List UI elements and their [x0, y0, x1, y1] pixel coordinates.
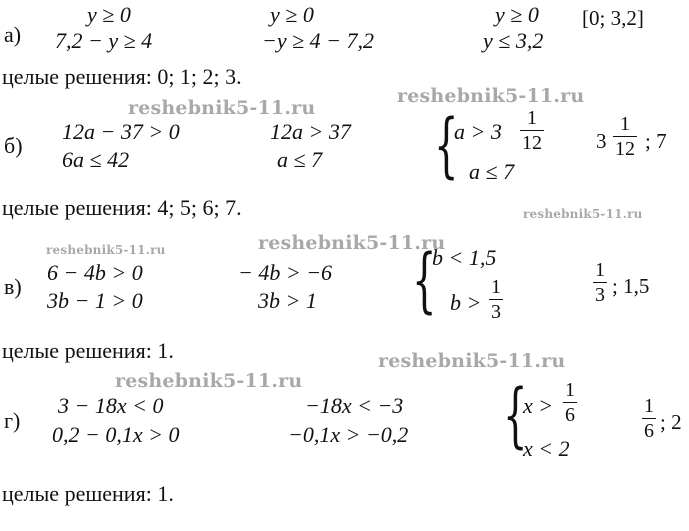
system-brace: { — [434, 104, 459, 186]
fraction-denominator: 3 — [595, 284, 605, 307]
part-b-answer-tail: ; 7 — [645, 129, 667, 153]
part-a-step3-line2: y ≤ 3,2 — [483, 28, 544, 53]
part-b-step2-line1: 12a > 37 — [270, 119, 351, 144]
part-b-label: б) — [4, 133, 23, 158]
watermark: reshebnik5-11.ru — [378, 350, 566, 372]
part-g-step3-line1: x > — [523, 393, 554, 418]
watermark: reshebnik5-11.ru — [115, 370, 303, 392]
part-g-step1-line1: 3 − 18x < 0 — [58, 393, 164, 418]
part-a-step3-line1: y ≥ 0 — [495, 2, 539, 27]
watermark: reshebnik5-11.ru — [46, 243, 166, 257]
part-a-integer-solutions — [2, 66, 242, 88]
part-v-step3-line2: b > — [450, 290, 482, 315]
fraction-denominator: 6 — [565, 404, 575, 427]
integer-solutions-values: 1. — [157, 481, 174, 506]
part-g-step3-line2: x < 2 — [523, 436, 570, 461]
fraction-numerator: 1 — [565, 379, 575, 401]
part-b-answer-whole: 3 — [596, 129, 607, 153]
part-v-label: в) — [4, 274, 22, 299]
fraction-denominator: 12 — [522, 132, 542, 155]
part-v-step3-fraction — [489, 277, 503, 322]
system-brace: { — [503, 374, 528, 456]
fraction-denominator: 12 — [615, 138, 635, 161]
part-a-step2-line2: −y ≥ 4 − 7,2 — [262, 28, 375, 53]
part-b-integer-solutions — [2, 197, 242, 219]
part-v-step2-line2: 3b > 1 — [258, 288, 317, 313]
part-b-step3-line1: a > 3 — [454, 119, 502, 144]
watermark: reshebnik5-11.ru — [258, 232, 446, 254]
fraction-numerator: 1 — [595, 259, 605, 281]
watermark: reshebnik5-11.ru — [397, 85, 585, 107]
watermark: reshebnik5-11.ru — [128, 97, 316, 119]
part-g-label: г) — [4, 408, 21, 433]
part-v-step1-line2: 3b − 1 > 0 — [47, 288, 143, 313]
part-b-step1-line1: 12a − 37 > 0 — [62, 119, 180, 144]
part-v-step2-line1: − 4b > −6 — [238, 260, 333, 285]
part-b-answer-fraction — [613, 114, 637, 159]
part-b-step1-line2: 6a ≤ 42 — [62, 147, 130, 172]
part-g-step2-line2: −0,1x > −0,2 — [288, 422, 409, 447]
integer-solutions-label: целые решения: — [2, 64, 152, 89]
part-g-answer-tail: ; 2 — [660, 410, 682, 434]
part-v-step3-line1: b < 1,5 — [432, 245, 497, 270]
integer-solutions-label: целые решения: — [2, 338, 152, 363]
part-a-step1-line1: y ≥ 0 — [87, 2, 131, 27]
part-a-label: а) — [4, 22, 22, 47]
part-g-answer-fraction — [642, 396, 656, 441]
part-b-step2-line2: a ≤ 7 — [277, 147, 323, 172]
fraction-numerator: 1 — [491, 276, 501, 298]
integer-solutions-label: целые решения: — [2, 195, 152, 220]
part-v-step1-line1: 6 − 4b > 0 — [47, 260, 143, 285]
part-a-step2-line1: y ≥ 0 — [270, 2, 314, 27]
part-g-step1-line2: 0,2 − 0,1x > 0 — [52, 422, 180, 447]
part-b-step3-line2: a ≤ 7 — [469, 159, 515, 184]
integer-solutions-values: 1. — [157, 338, 174, 363]
fraction-numerator: 1 — [527, 107, 537, 129]
fraction-numerator: 1 — [620, 113, 630, 135]
part-v-integer-solutions — [2, 340, 174, 362]
part-a-step1-line2: 7,2 − y ≥ 4 — [55, 28, 153, 53]
part-g-integer-solutions — [2, 483, 174, 505]
system-brace: { — [412, 239, 437, 321]
part-v-answer-tail: ; 1,5 — [612, 274, 650, 298]
part-v-answer-fraction — [593, 260, 607, 305]
watermark: reshebnik5-11.ru — [523, 207, 643, 221]
part-g-step2-line1: −18x < −3 — [305, 393, 404, 418]
integer-solutions-values: 4; 5; 6; 7. — [157, 195, 242, 220]
part-a-answer: [0; 3,2] — [582, 6, 644, 30]
part-b-step3-fraction — [520, 108, 544, 153]
fraction-denominator: 3 — [491, 301, 501, 324]
part-g-step3-fraction — [563, 380, 577, 425]
integer-solutions-values: 0; 1; 2; 3. — [157, 64, 242, 89]
integer-solutions-label: целые решения: — [2, 481, 152, 506]
fraction-numerator: 1 — [644, 395, 654, 417]
fraction-denominator: 6 — [644, 420, 654, 443]
